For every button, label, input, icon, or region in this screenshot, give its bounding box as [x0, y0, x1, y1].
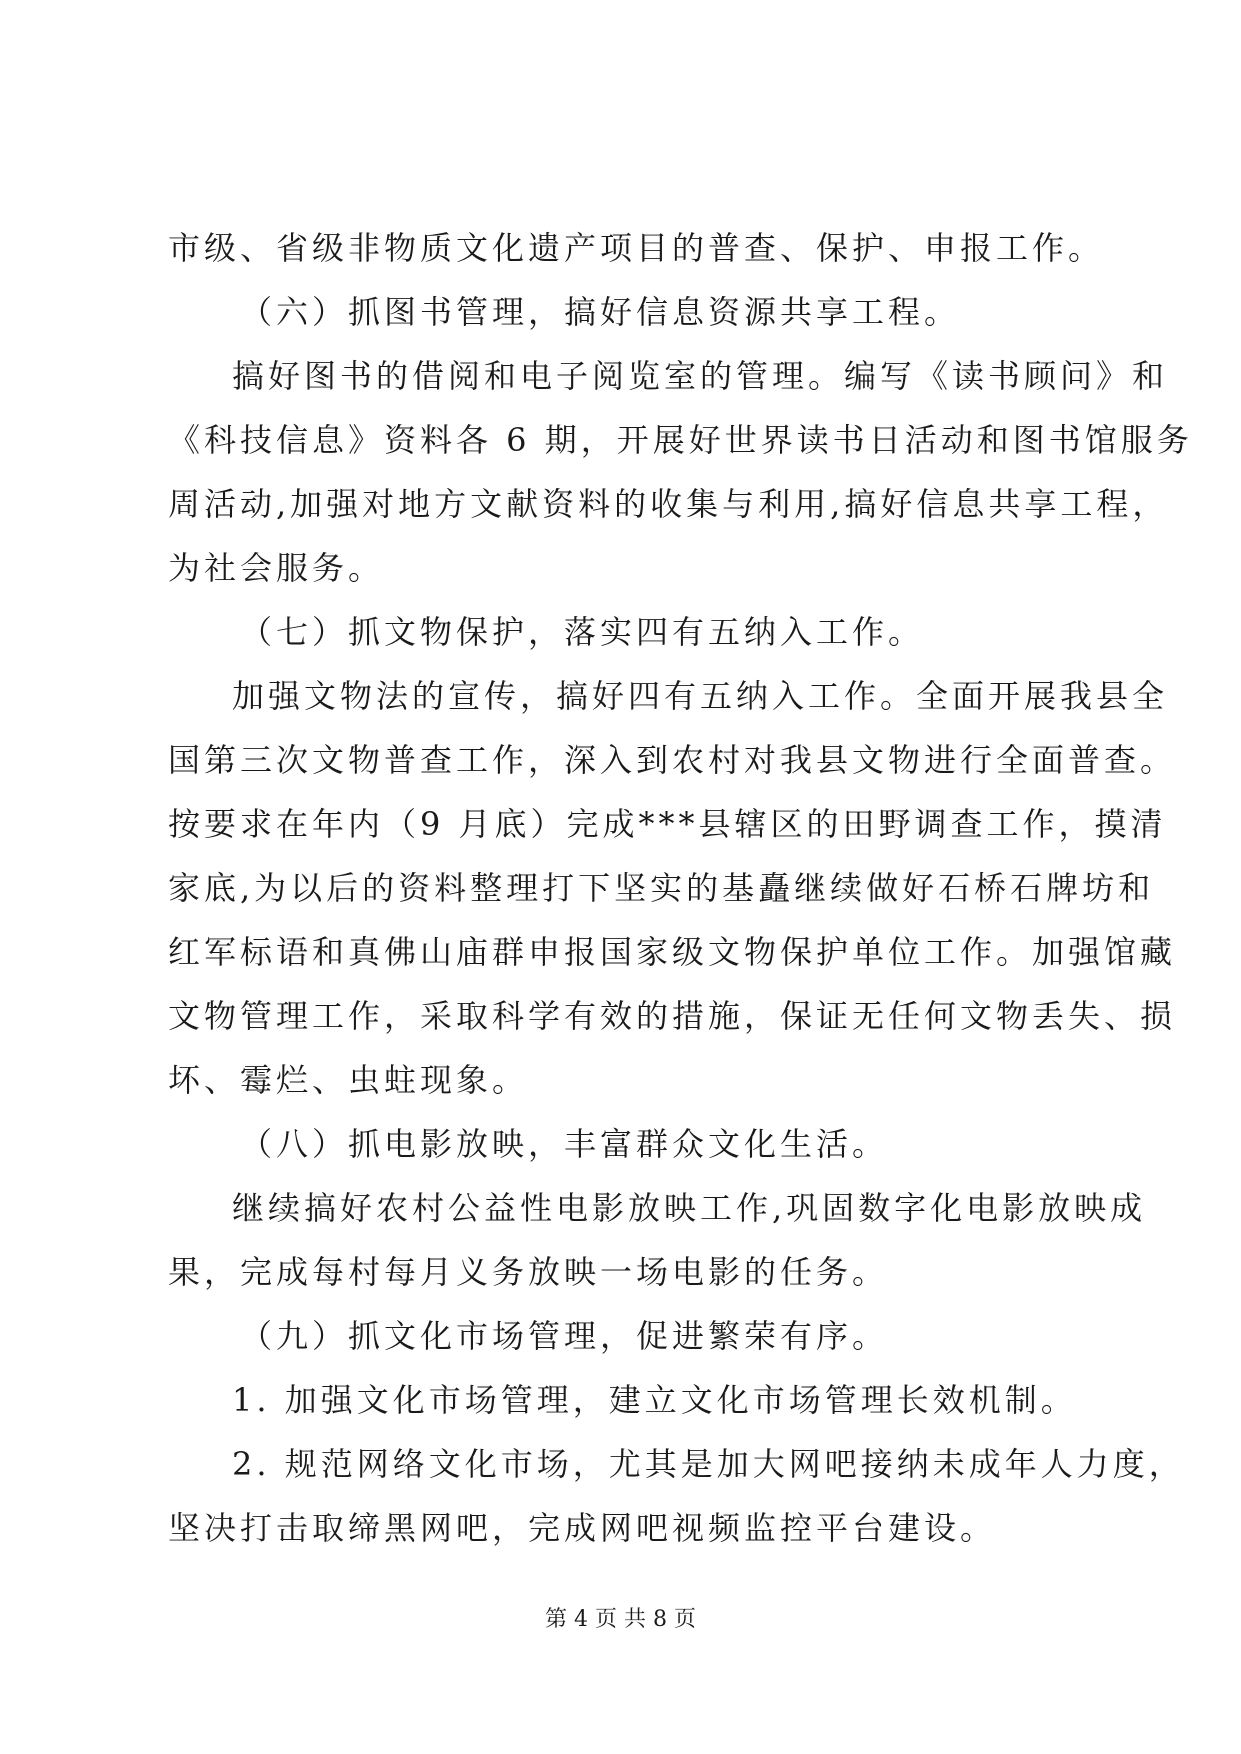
list-item: 1. 加强文化市场管理，建立文化市场管理长效机制。 — [232, 1381, 1077, 1419]
text-line: 继续搞好农村公益性电影放映工作,巩固数字化电影放映成 — [232, 1189, 1147, 1227]
document-body — [168, 216, 1193, 1560]
text-line: 坚决打击取缔黑网吧，完成网吧视频监控平台建设。 — [168, 1509, 997, 1547]
text-line: 为社会服务。 — [168, 549, 385, 587]
text-line: 文物管理工作，采取科学有效的措施，保证无任何文物丢失、损 — [168, 997, 1177, 1035]
text-line: 加强文物法的宣传，搞好四有五纳入工作。全面开展我县全 — [232, 677, 1169, 715]
text-line: 国第三次文物普查工作，深入到农村对我县文物进行全面普查。 — [168, 741, 1177, 779]
text-line: 按要求在年内（9 月底）完成***县辖区的田野调查工作，摸清 — [168, 805, 1167, 843]
section-heading: （七）抓文物保护，落实四有五纳入工作。 — [240, 613, 925, 651]
text-line: 市级、省级非物质文化遗产项目的普查、保护、申报工作。 — [168, 229, 1105, 267]
text-line: 《科技信息》资料各 6 期，开展好世界读书日活动和图书馆服务 — [168, 421, 1193, 459]
text-line: 果，完成每村每月义务放映一场电影的任务。 — [168, 1253, 889, 1291]
section-heading: （八）抓电影放映，丰富群众文化生活。 — [240, 1125, 889, 1163]
text-line: 周活动,加强对地方文献资料的收集与利用,搞好信息共享工程， — [168, 485, 1169, 523]
page-number-footer: 第 4 页 共 8 页 — [545, 1607, 696, 1632]
list-item: 2. 规范网络文化市场，尤其是加大网吧接纳未成年人力度， — [232, 1445, 1185, 1483]
text-line: 家底,为以后的资料整理打下坚实的基矗继续做好石桥石牌坊和 — [168, 869, 1155, 907]
text-line: 搞好图书的借阅和电子阅览室的管理。编写《读书顾问》和 — [232, 357, 1169, 395]
section-heading: （六）抓图书管理，搞好信息资源共享工程。 — [240, 293, 961, 331]
text-line: 坏、霉烂、虫蛀现象。 — [168, 1061, 529, 1099]
text-line: 红军标语和真佛山庙群申报国家级文物保护单位工作。加强馆藏 — [168, 933, 1177, 971]
section-heading: （九）抓文化市场管理，促进繁荣有序。 — [240, 1317, 889, 1355]
